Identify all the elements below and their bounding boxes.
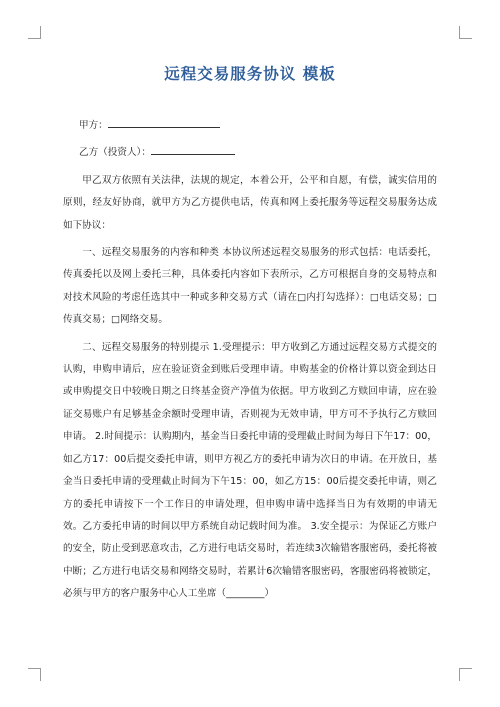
- document-title: 远程交易服务协议 模板: [164, 65, 336, 83]
- party-b-blank: [151, 142, 235, 155]
- crop-mark-top-left: [28, 26, 41, 39]
- crop-mark-bottom-right: [459, 668, 472, 681]
- document-body: [63, 115, 437, 606]
- crop-mark-top-right: [459, 26, 472, 39]
- paragraph-intro: 甲乙双方依照有关法律，法规的规定，本着公开，公平和自愿，有偿，诚实信用的原则，经友好协商，就甲方为乙方提供电话，传真和网上委托服务等远程交易服务达成如下协议：: [63, 174, 437, 231]
- party-b-label: 乙方（投资人）：: [79, 147, 151, 159]
- paragraph-section-2: 二、远程交易服务的特别提示 1.受理提示：甲方收到乙方通过远程交易方式提交的认购，申购申请后，应在验证资金到账后受理申请。申购基金的价格计算以资金到达日或申购提交日中较晚日期之日终基金资产净值为依据。甲方收到乙方赎回申请，应在验证交易账户有足够基金余额时受理申请，否则视为无效申请，甲方可不予执行乙方赎回申请。 2.时间提示：认购期内，基金当日委托申请的受理截止时间为每日下午17：00，如乙方17：00后提交委托申请，则甲方视乙方的委托申请为次日的申请。在开放日，基金当日委托申请的受理截止时间为下午15：00，如乙方15：00后提交委托申请，则乙方的委托申请按下一个工作日的申请处理，但申购申请中选择当日为有效期的申请无效。乙方委托申请的时间以甲方系统自动记载时间为准。 3.安全提示：为保证乙方账户的安全，防止受到恶意攻击，乙方进行电话交易时，若连续3次输错客服密码，委托将被中断；乙方进行电话交易和网络交易时，若累计6次输错客服密码，客服密码将被锁定，必须与甲方的客户服务中心人工坐席（________）: [63, 341, 437, 600]
- crop-mark-bottom-left: [28, 668, 41, 681]
- paragraph-section-1: 一、远程交易服务的内容和种类 本协议所述远程交易服务的形式包括：电话委托，传真委托以及网上委托三种，具体委托内容如下表所示，乙方可根据自身的交易特点和对技术风险的考虑任选其中一种或多种交易方式（请在□内打勾选择）：□电话交易；□传真交易；□网络交易。: [63, 247, 437, 326]
- party-a-label: 甲方：: [79, 120, 108, 131]
- party-a-blank: [108, 115, 220, 128]
- party-a-field: [63, 115, 437, 137]
- party-b-field: [63, 142, 437, 164]
